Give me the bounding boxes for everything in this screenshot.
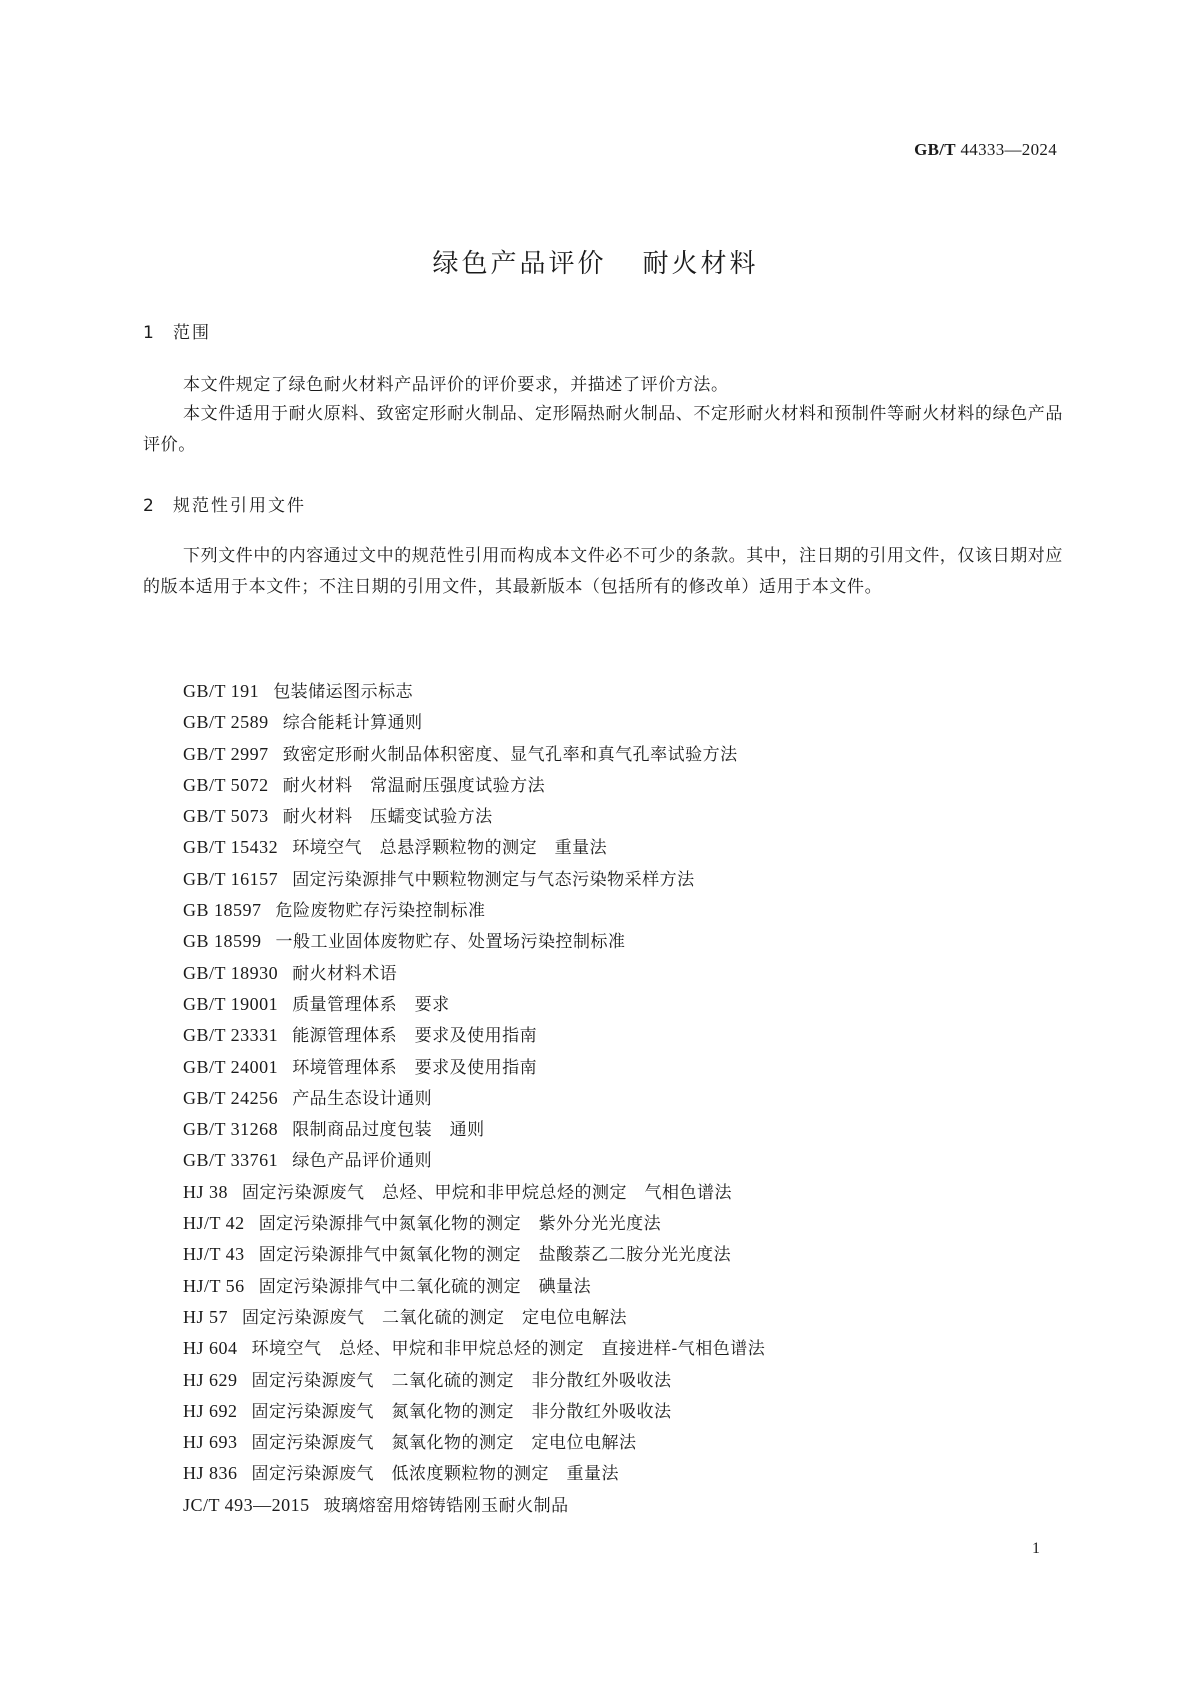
reference-code: GB/T 33761 <box>183 1150 279 1171</box>
scope-paragraph-2: 本文件适用于耐火原料、致密定形耐火制品、定形隔热耐火制品、不定形耐火材料和预制件等耐火材料的绿色产品评价。 <box>143 404 1063 455</box>
reference-item <box>183 989 765 1020</box>
reference-title: 致密定形耐火制品体积密度、显气孔率和真气孔率试验方法 <box>282 744 738 765</box>
standard-code <box>914 140 1057 160</box>
reference-item <box>183 1458 765 1489</box>
references-intro-paragraph: 下列文件中的内容通过文中的规范性引用而构成本文件必不可少的条款。其中，注日期的引用文件，仅该日期对应的版本适用于本文件；不注日期的引用文件，其最新版本（包括所有的修改单）适用于本文件。 <box>143 546 1063 597</box>
reference-title: 耐火材料 常温耐压强度试验方法 <box>282 775 546 796</box>
reference-item <box>183 1490 765 1521</box>
reference-title: 环境空气 总悬浮颗粒物的测定 重量法 <box>292 838 608 859</box>
reference-title: 固定污染源废气 氮氧化物的测定 非分散红外吸收法 <box>251 1401 672 1422</box>
reference-title: 固定污染源排气中氮氧化物的测定 盐酸萘乙二胺分光光度法 <box>258 1245 732 1266</box>
reference-list <box>183 676 765 1521</box>
reference-code: GB/T 19001 <box>183 993 279 1014</box>
reference-code: GB/T 23331 <box>183 1025 279 1046</box>
reference-item <box>183 707 765 738</box>
reference-code: GB/T 2589 <box>183 712 269 733</box>
reference-item <box>183 1208 765 1239</box>
reference-code: GB/T 24256 <box>183 1087 279 1108</box>
reference-item <box>183 1145 765 1176</box>
reference-title: 固定污染源废气 低浓度颗粒物的测定 重量法 <box>251 1464 620 1485</box>
reference-item <box>183 1302 765 1333</box>
reference-title: 一般工业固体废物贮存、处置场污染控制标准 <box>275 932 626 953</box>
reference-code: GB/T 5072 <box>183 774 269 795</box>
reference-item <box>183 1333 765 1364</box>
reference-title: 固定污染源排气中氮氧化物的测定 紫外分光光度法 <box>258 1214 662 1235</box>
reference-item <box>183 1177 765 1208</box>
reference-code: GB/T 24001 <box>183 1056 279 1077</box>
reference-title: 固定污染源废气 总烃、甲烷和非甲烷总烃的测定 气相色谱法 <box>242 1182 733 1203</box>
reference-title: 耐火材料 压蠕变试验方法 <box>282 807 493 828</box>
reference-title: 玻璃熔窑用熔铸锆刚玉耐火制品 <box>323 1495 569 1516</box>
reference-title: 综合能耗计算通则 <box>282 713 423 734</box>
reference-title: 固定污染源废气 氮氧化物的测定 定电位电解法 <box>251 1433 637 1454</box>
document-title <box>0 243 1191 280</box>
reference-item <box>183 770 765 801</box>
reference-item <box>183 1020 765 1051</box>
reference-code: HJ/T 56 <box>183 1275 245 1296</box>
reference-code: HJ 836 <box>183 1463 238 1484</box>
reference-code: HJ/T 42 <box>183 1213 245 1234</box>
reference-item <box>183 1239 765 1270</box>
reference-item <box>183 1083 765 1114</box>
reference-item <box>183 676 765 707</box>
section-heading-scope <box>143 318 211 343</box>
reference-item <box>183 1365 765 1396</box>
reference-title: 绿色产品评价通则 <box>292 1151 433 1172</box>
reference-title: 限制商品过度包装 通则 <box>292 1120 485 1141</box>
reference-title: 质量管理体系 要求 <box>292 994 450 1015</box>
scope-paragraph-1: 本文件规定了绿色耐火材料产品评价的评价要求，并描述了评价方法。 <box>183 375 729 395</box>
reference-title: 包装储运图示标志 <box>273 682 414 702</box>
reference-title: 能源管理体系 要求及使用指南 <box>292 1026 538 1047</box>
reference-title: 固定污染源排气中二氧化硫的测定 碘量法 <box>258 1276 592 1297</box>
reference-item <box>183 1114 765 1145</box>
reference-item <box>183 895 765 926</box>
page-number: 1 <box>1032 1540 1040 1557</box>
reference-code: HJ 38 <box>183 1181 229 1202</box>
section-number: 1 <box>143 323 156 343</box>
reference-code: HJ 629 <box>183 1369 238 1390</box>
reference-item <box>183 1052 765 1083</box>
reference-code: HJ 692 <box>183 1400 238 1421</box>
reference-code: GB/T 5073 <box>183 806 269 827</box>
reference-code: GB/T 191 <box>183 681 260 701</box>
reference-code: HJ 57 <box>183 1306 229 1327</box>
reference-code: HJ 604 <box>183 1338 238 1359</box>
section-title: 规范性引用文件 <box>173 496 306 516</box>
reference-code: GB 18599 <box>183 931 262 952</box>
reference-title: 产品生态设计通则 <box>292 1088 433 1109</box>
reference-code: JC/T 493—2015 <box>183 1494 310 1515</box>
reference-item <box>183 864 765 895</box>
reference-title: 环境管理体系 要求及使用指南 <box>292 1057 538 1078</box>
reference-item <box>183 1271 765 1302</box>
reference-title: 危险废物贮存污染控制标准 <box>275 901 486 922</box>
title-part-2: 耐火材料 <box>642 249 759 279</box>
section-title: 范围 <box>173 323 211 343</box>
section-number: 2 <box>143 496 156 516</box>
standard-prefix: GB/T <box>914 140 956 159</box>
reference-item <box>183 801 765 832</box>
reference-code: HJ 693 <box>183 1432 238 1453</box>
reference-item <box>183 739 765 770</box>
reference-item <box>183 958 765 989</box>
reference-item <box>183 832 765 863</box>
reference-code: GB/T 15432 <box>183 837 279 858</box>
reference-item <box>183 1396 765 1427</box>
reference-title: 耐火材料术语 <box>292 963 398 984</box>
reference-title: 固定污染源排气中颗粒物测定与气态污染物采样方法 <box>292 869 695 890</box>
reference-title: 固定污染源废气 二氧化硫的测定 非分散红外吸收法 <box>251 1370 672 1391</box>
reference-title: 环境空气 总烃、甲烷和非甲烷总烃的测定 直接进样-气相色谱法 <box>251 1339 766 1360</box>
reference-item <box>183 926 765 957</box>
reference-code: GB/T 16157 <box>183 868 279 889</box>
reference-code: GB/T 18930 <box>183 962 279 983</box>
reference-code: GB 18597 <box>183 900 262 921</box>
reference-code: GB/T 31268 <box>183 1119 279 1140</box>
reference-title: 固定污染源废气 二氧化硫的测定 定电位电解法 <box>242 1307 628 1328</box>
reference-code: HJ/T 43 <box>183 1244 245 1265</box>
reference-code: GB/T 2997 <box>183 743 269 764</box>
title-part-1: 绿色产品评价 <box>432 249 607 279</box>
section-heading-normative-references <box>143 491 306 516</box>
standard-number: 44333—2024 <box>960 140 1057 159</box>
reference-item <box>183 1427 765 1458</box>
